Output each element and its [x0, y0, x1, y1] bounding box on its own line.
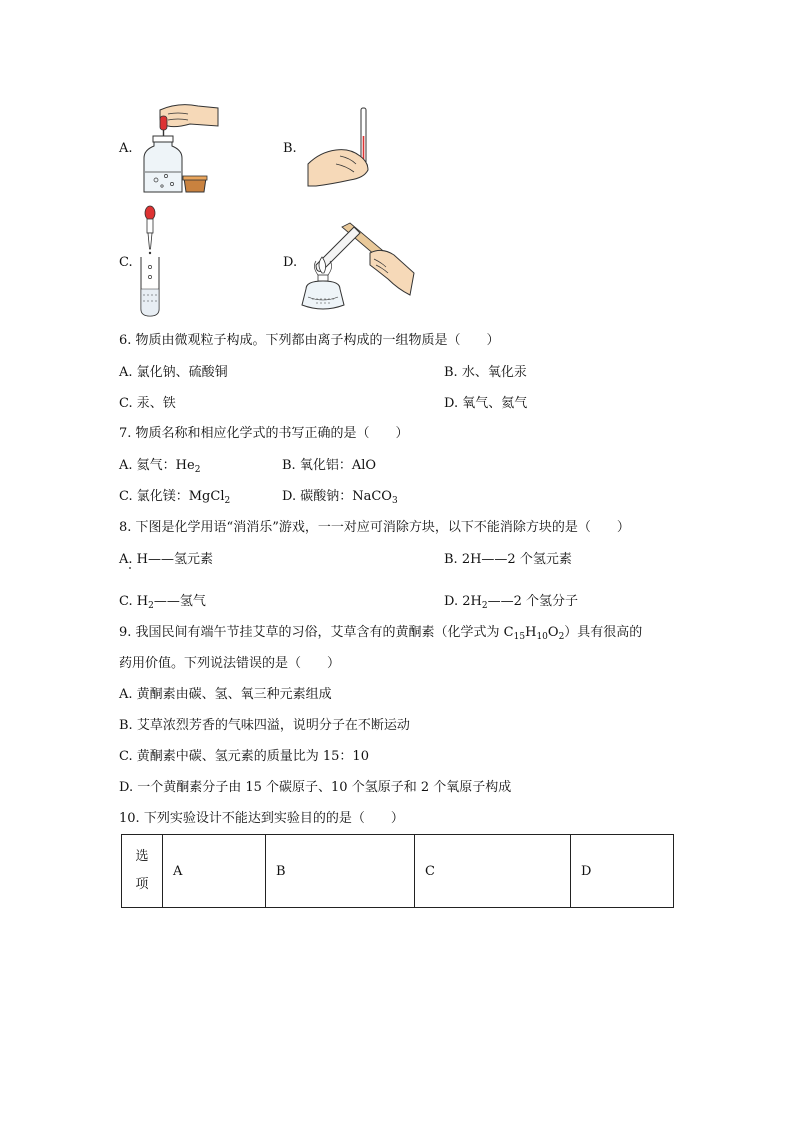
q8-option-c	[119, 593, 206, 611]
table-cell-c: C	[415, 835, 571, 908]
question-text: 下图是化学用语“消消乐”游戏，一一对应可消除方块，以下不能消除方块的是（ ）	[135, 520, 630, 535]
subscript: 2	[224, 496, 231, 506]
dropper-over-test-tube-icon	[137, 205, 165, 317]
q8-option-a: A. H——氢元素	[119, 552, 213, 567]
question-9-line-2: 药用价值。下列说法错误的是（ ）	[119, 656, 341, 671]
question-number: 10.	[119, 811, 140, 826]
option-text: D. 2H	[444, 594, 482, 609]
hand-holding-thermometer-icon	[306, 106, 376, 188]
question-text: 物质名称和相应化学式的书写正确的是（ ）	[135, 426, 409, 441]
subscript: 2	[148, 601, 154, 611]
question-text: 物质由微观粒子构成。下列都由离子构成的一组物质是（ ）	[135, 333, 500, 348]
figure-a-label: A.	[119, 141, 133, 156]
formula-text: H	[525, 625, 537, 640]
question-text: 下列实验设计不能达到实验目的的是（ ）	[143, 811, 404, 826]
option-text: ——2 个氢分子	[487, 594, 578, 609]
q6-option-c: C. 汞、铁	[119, 396, 176, 411]
question-number: 9.	[119, 625, 132, 640]
option-text: D. 碳酸钠：NaCO	[282, 489, 392, 504]
question-6	[119, 332, 500, 350]
q9-option-a: A. 黄酮素由碳、氢、氧三种元素组成	[119, 687, 332, 702]
option-text: C. H	[119, 594, 149, 609]
subscript: 2	[481, 601, 488, 611]
q9-option-d: D. 一个黄酮素分子由 15 个碳原子、10 个氢原子和 2 个氧原子构成	[119, 780, 512, 795]
stray-dot	[129, 567, 131, 569]
question-text: ）具有很高的	[564, 625, 643, 640]
header-text: 选	[135, 849, 149, 864]
question-number: 7.	[119, 426, 132, 441]
figure-d-label: D.	[283, 255, 298, 270]
table-cell-b: B	[266, 835, 415, 908]
header-text: 项	[135, 877, 149, 892]
figure-b-label: B.	[283, 141, 297, 156]
q8-option-b: B. 2H——2 个氢元素	[444, 552, 572, 567]
q9-option-b: B. 艾草浓烈芳香的气味四溢，说明分子在不断运动	[119, 718, 410, 733]
q6-option-b: B. 水、氧化汞	[444, 365, 527, 380]
subscript: 2	[558, 632, 565, 642]
q9-option-c: C. 黄酮素中碳、氢元素的质量比为 15：10	[119, 749, 369, 764]
question-number: 8.	[119, 520, 132, 535]
q6-option-d: D. 氧气、氦气	[444, 396, 528, 411]
test-tube-over-alcohol-lamp-icon	[298, 217, 418, 317]
question-10	[119, 810, 404, 828]
formula-text: O	[547, 625, 559, 640]
question-number: 6.	[119, 333, 132, 348]
option-text: A. 氦气：He	[119, 458, 195, 473]
question-8	[119, 519, 630, 537]
q7-option-a	[119, 457, 200, 475]
table-header-cell	[122, 835, 163, 908]
dropper-in-reagent-bottle-icon	[138, 100, 228, 196]
subscript: 10	[536, 632, 548, 642]
q8-option-d	[444, 593, 578, 611]
q7-option-d	[282, 488, 398, 506]
q6-option-a: A. 氯化钠、硫酸铜	[119, 365, 228, 380]
table-row	[122, 835, 674, 908]
subscript: 15	[513, 632, 526, 642]
question-text: 我国民间有端午节挂艾草的习俗，艾草含有的黄酮素（化学式为 C	[135, 625, 514, 640]
table-cell-a: A	[163, 835, 266, 908]
options-table	[121, 834, 674, 908]
option-text: C. 氯化镁：MgCl	[119, 489, 225, 504]
q7-option-c	[119, 488, 230, 506]
option-text: ——氢气	[153, 594, 206, 609]
figure-c-label: C.	[119, 255, 133, 270]
subscript: 2	[194, 465, 201, 475]
subscript: 3	[391, 496, 398, 506]
q7-option-b: B. 氧化铝：AlO	[282, 458, 377, 473]
table-cell-d: D	[571, 835, 674, 908]
question-9	[119, 624, 642, 642]
question-7	[119, 425, 409, 443]
